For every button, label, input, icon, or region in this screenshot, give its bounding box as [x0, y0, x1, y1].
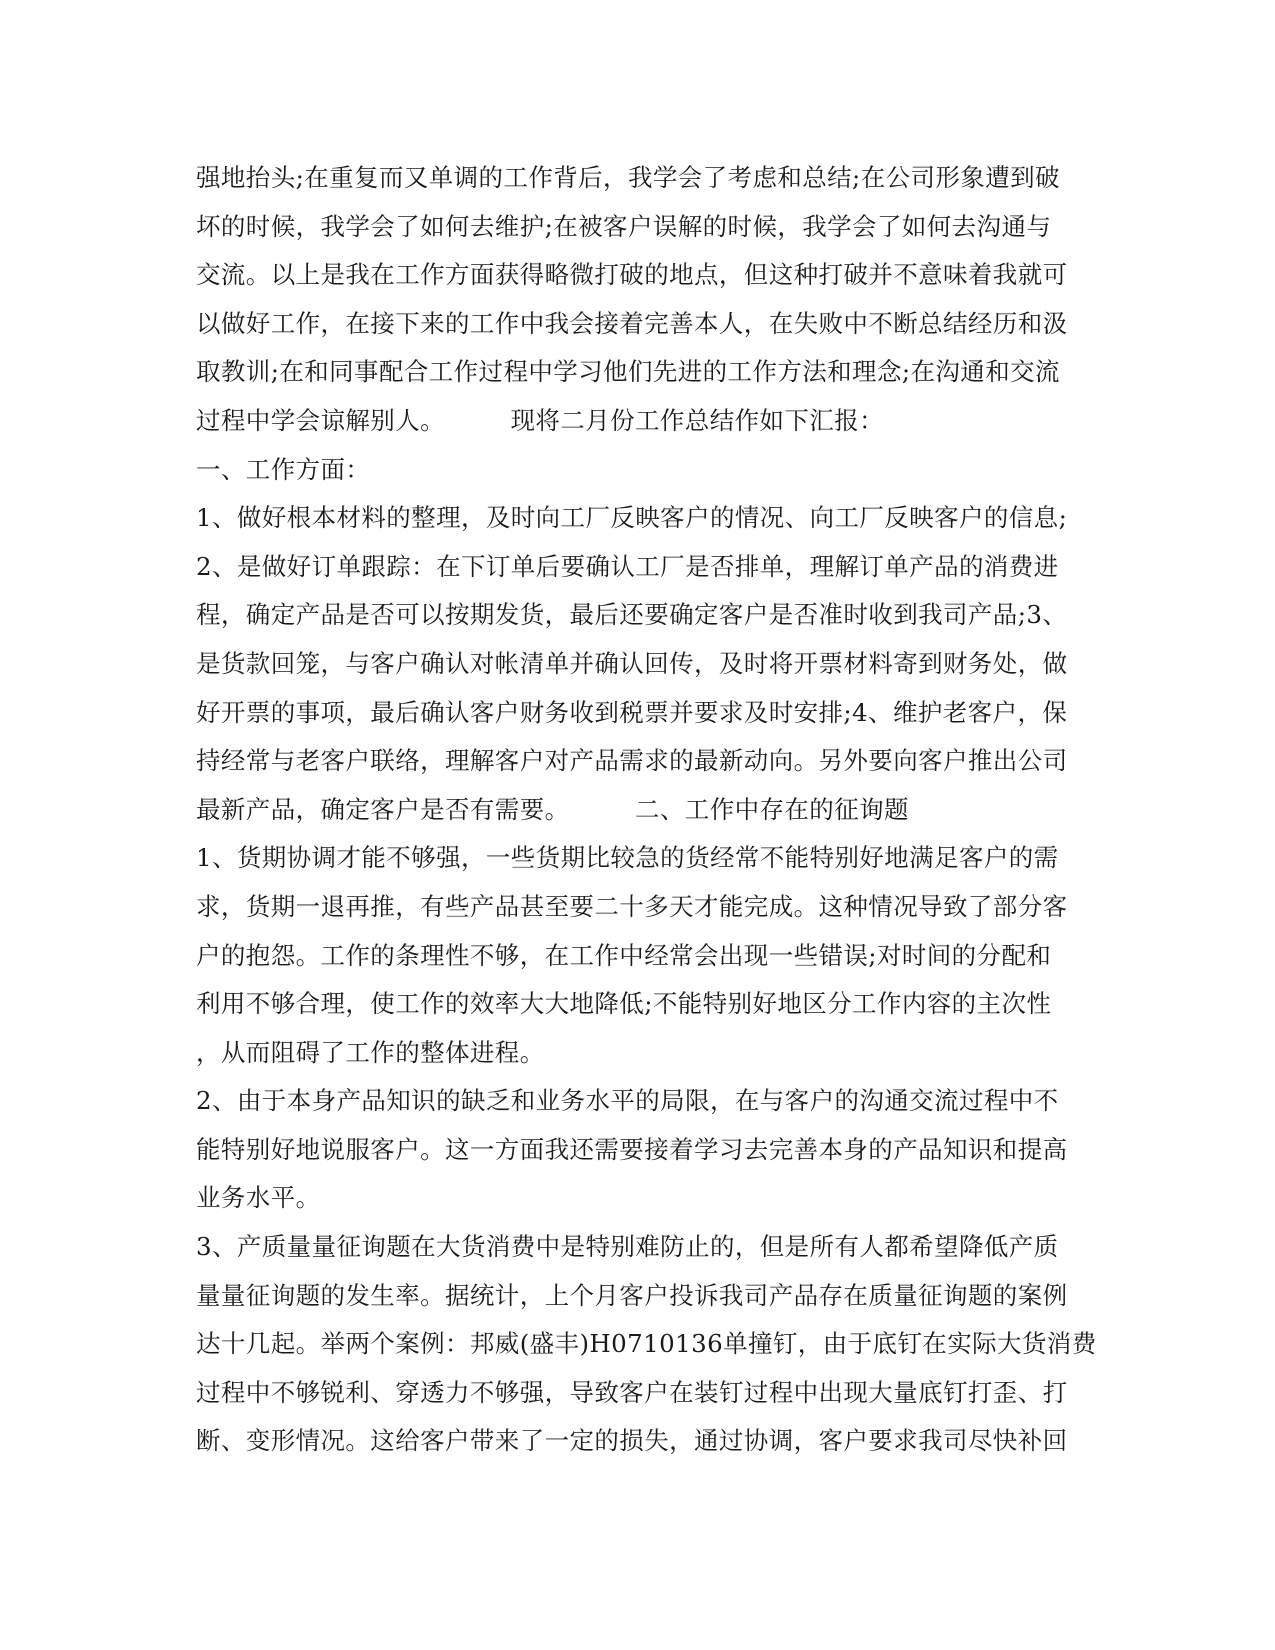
text-line: 2、是做好订单跟踪：在下订单后要确认工厂是否排单，理解订单产品的消费进 — [196, 551, 1059, 581]
text-line: 能特别好地说服客户。这一方面我还需要接着学习去完善本身的产品知识和提高 — [196, 1134, 1068, 1164]
body-text — [196, 154, 1097, 1466]
text-line: 过程中不够锐利、穿透力不够强，导致客户在装钉过程中出现大量底钉打歪、打 — [196, 1377, 1068, 1407]
text-line: 利用不够合理，使工作的效率大大地降低;不能特别好地区分工作内容的主次性 — [196, 989, 1052, 1019]
text-line: 强地抬头;在重复而又单调的工作背后，我学会了考虑和总结;在公司形象遭到破 — [196, 163, 1060, 192]
text-line: 断、变形情况。这给客户带来了一定的损失，通过协调，客户要求我司尽快补回 — [196, 1426, 1068, 1456]
text-line: 好开票的事项，最后确认客户财务收到税票并要求及时安排;4、维护老客户，保 — [196, 697, 1068, 727]
text-line: 1、货期协调才能不够强，一些货期比较急的货经常不能特别好地满足客户的需 — [196, 843, 1059, 873]
text-line: 3、产质量量征询题在大货消费中是特别难防止的，但是所有人都希望降低产质 — [196, 1232, 1059, 1262]
text-line: ，从而阻碍了工作的整体进程。 — [196, 1037, 545, 1067]
text-line: 以做好工作，在接下来的工作中我会接着完善本人，在失败中不断总结经历和汲 — [196, 308, 1068, 338]
text-line: 量量征询题的发生率。据统计，上个月客户投诉我司产品存在质量征询题的案例 — [196, 1280, 1068, 1310]
text-line: 持经常与老客户联络，理解客户对产品需求的最新动向。另外要向客户推出公司 — [196, 746, 1068, 776]
text-line: 交流。以上是我在工作方面获得略微打破的地点，但这种打破并不意味着我就可 — [196, 260, 1068, 290]
text-line: 是货款回笼，与客户确认对帐清单并确认回传，及时将开票材料寄到财务处，做 — [196, 648, 1068, 678]
text-line: 取教训;在和同事配合工作过程中学习他们先进的工作方法和理念;在沟通和交流 — [196, 357, 1060, 387]
text-line: 1、做好根本材料的整理，及时向工厂反映客户的情况、向工厂反映客户的信息; — [196, 503, 1068, 533]
section-heading: 一、工作方面： — [196, 454, 371, 484]
text-line: 过程中学会谅解别人。 现将二月份工作总结作如下汇报： — [196, 405, 884, 435]
text-line: 业务水平。 — [196, 1183, 321, 1213]
text-line: 坏的时候，我学会了如何去维护;在被客户误解的时候，我学会了如何去沟通与 — [196, 211, 1052, 241]
text-line: 达十几起。举两个案例：邦威(盛丰)H0710136单撞钉，由于底钉在实际大货消费 — [196, 1329, 1097, 1359]
text-line: 最新产品，确定客户是否有需要。 二、工作中存在的征询题 — [196, 794, 909, 824]
text-line: 求，货期一退再推，有些产品甚至要二十多天才能完成。这种情况导致了部分客 — [196, 891, 1068, 921]
text-line: 2、由于本身产品知识的缺乏和业务水平的局限，在与客户的沟通交流过程中不 — [196, 1086, 1059, 1116]
text-line: 程，确定产品是否可以按期发货，最后还要确定客户是否准时收到我司产品;3、 — [196, 600, 1068, 630]
text-line: 户的抱怨。工作的条理性不够，在工作中经常会出现一些错误;对时间的分配和 — [196, 940, 1052, 970]
